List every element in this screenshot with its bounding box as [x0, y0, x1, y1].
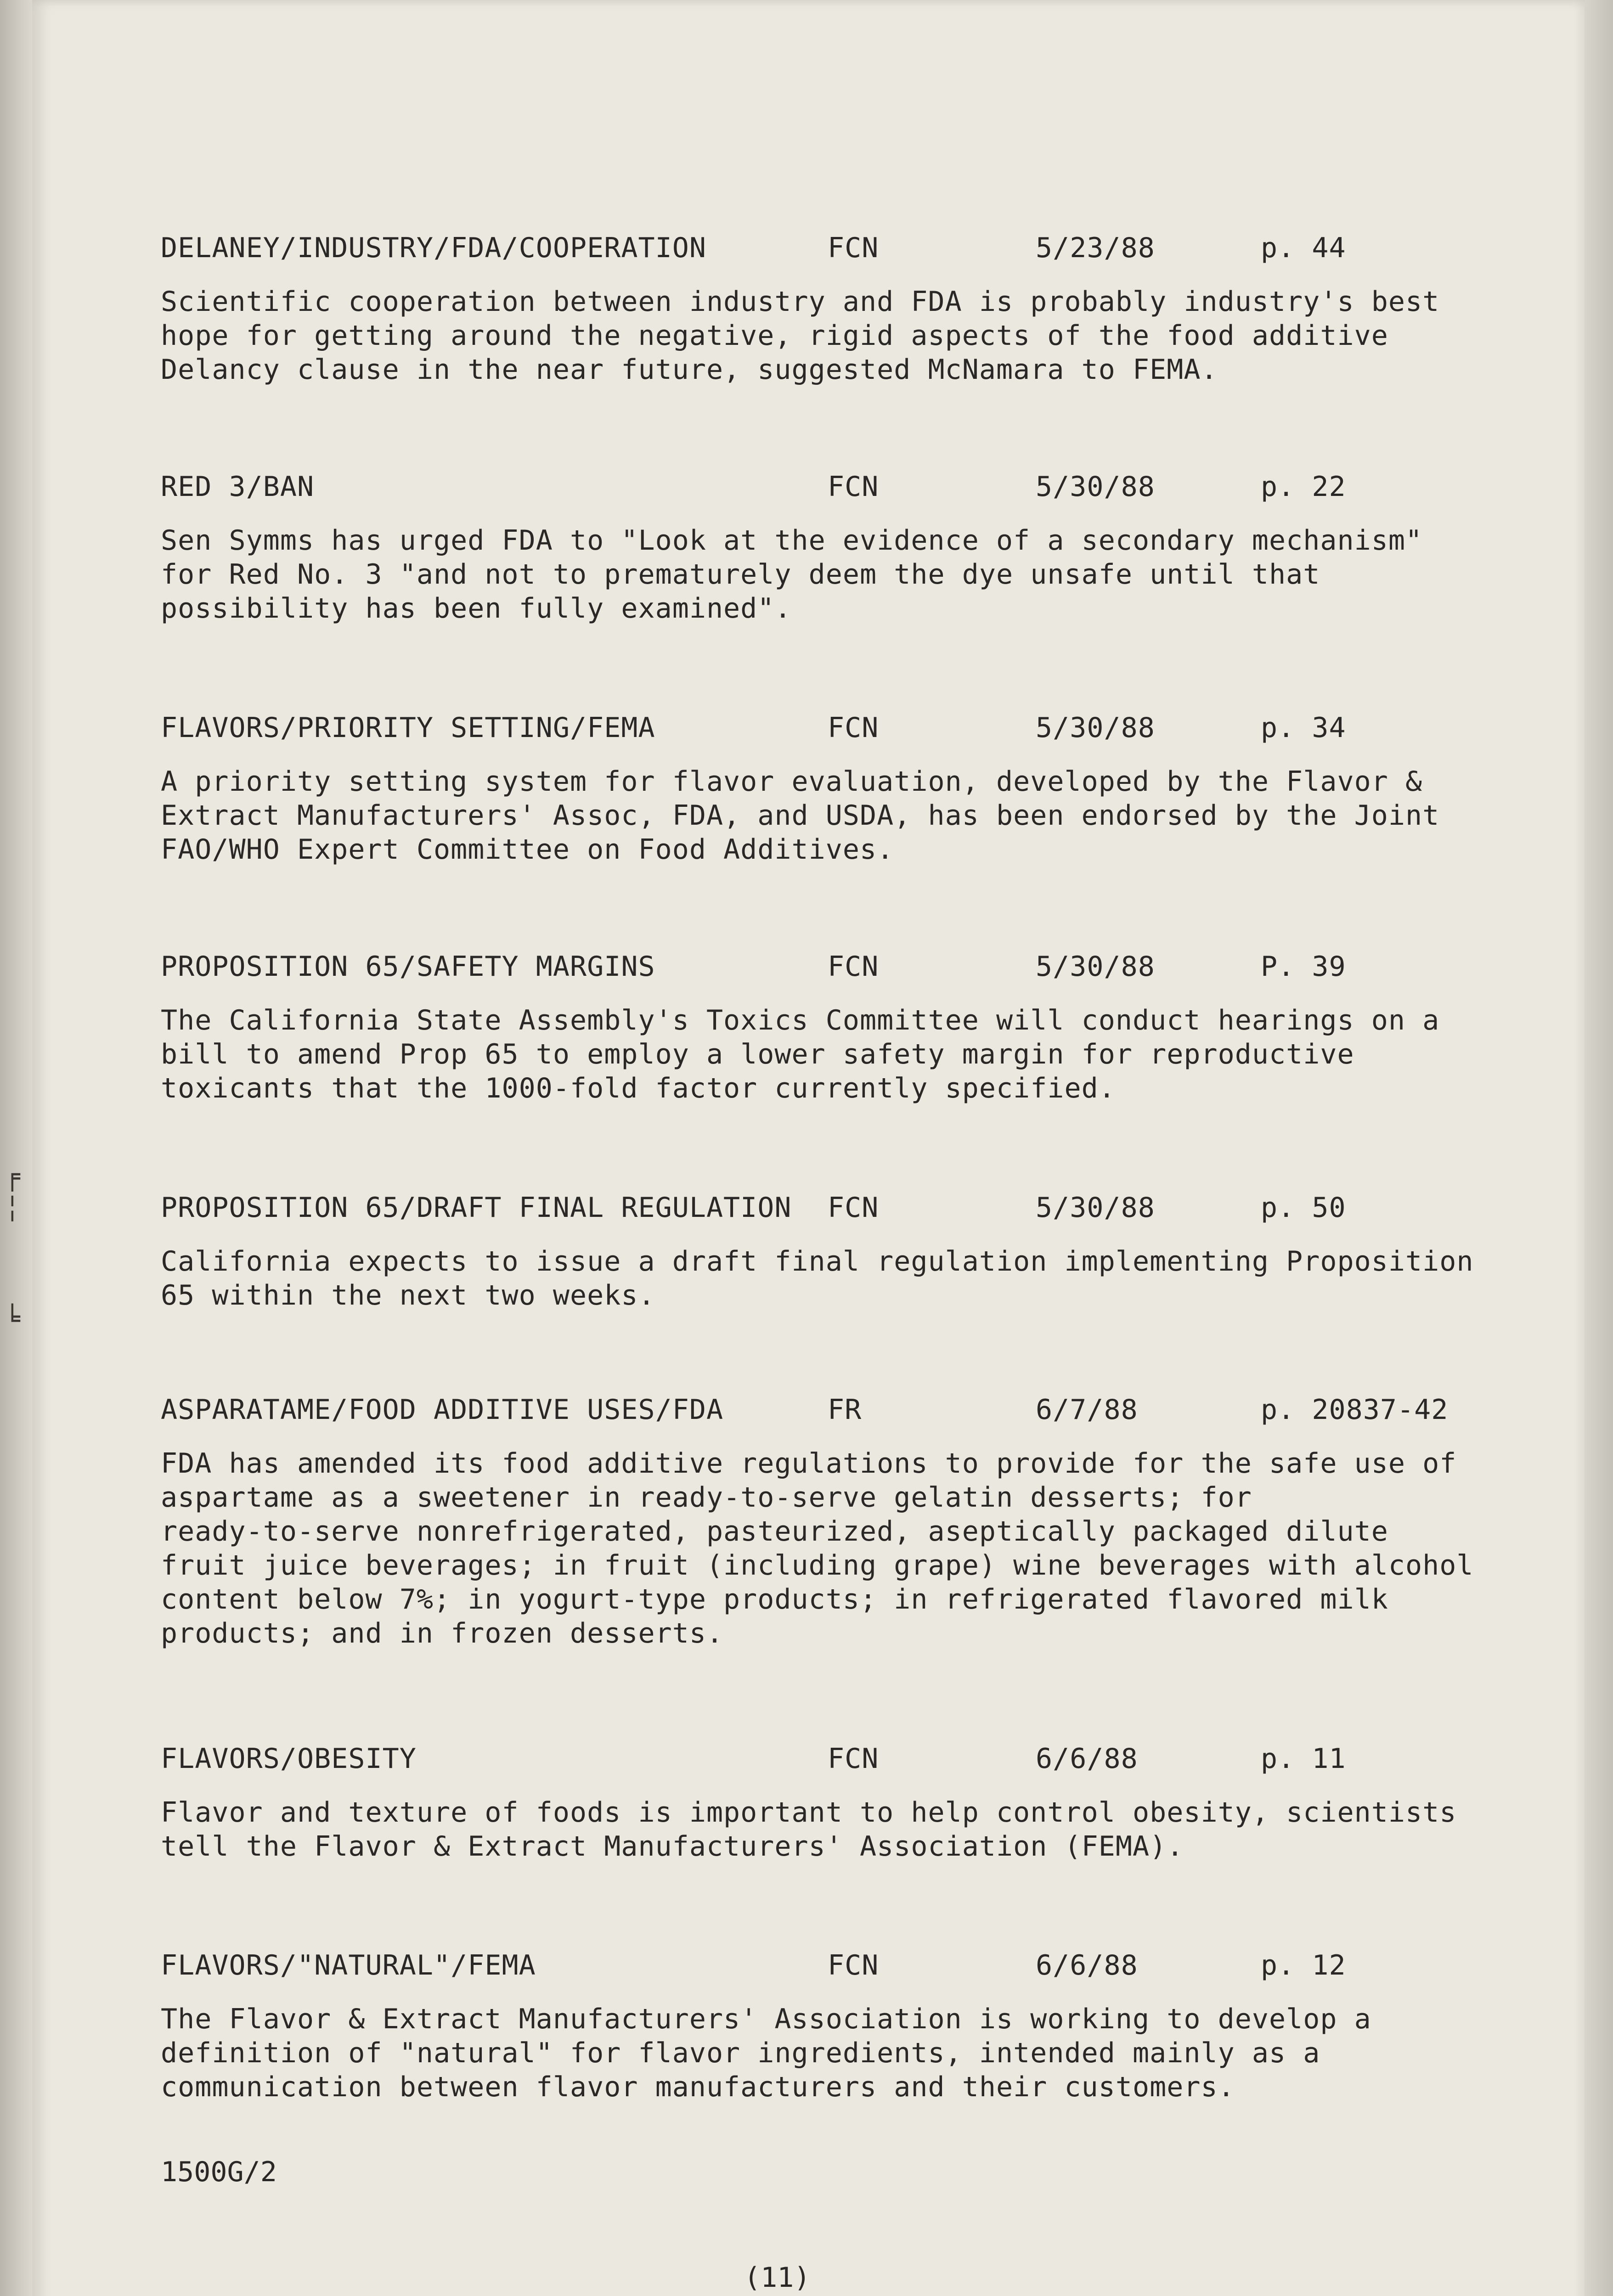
entry-header: [161, 709, 1493, 746]
entry-subject: PROPOSITION 65/DRAFT FINAL REGULATION: [161, 1192, 792, 1224]
entry-text: A priority setting system for flavor evaluation, developed by the Flavor & Extract Manufacturers' Assoc, FDA, and USDA, has been endorsed by the Joint FAO/WHO Expert Committee on Food Additives.: [161, 765, 1440, 866]
entry-source: FCN: [828, 1743, 879, 1775]
entry-subject: RED 3/BAN: [161, 471, 315, 503]
entry-page: p. 44: [1261, 232, 1346, 264]
entry-page: p. 22: [1261, 471, 1346, 503]
entry-date: 5/30/88: [1036, 1192, 1155, 1224]
entry-date: 5/30/88: [1036, 712, 1155, 744]
entry-header: [161, 1391, 1493, 1428]
entry-flavors-priority: [161, 709, 1493, 867]
entry-header: [161, 1740, 1493, 1777]
entry-source: FCN: [828, 951, 879, 983]
entry-header: [161, 948, 1493, 985]
page-number: (11): [744, 2262, 811, 2294]
entry-subject: DELANEY/INDUSTRY/FDA/COOPERATION: [161, 232, 706, 264]
entry-aspartame: [161, 1391, 1493, 1650]
entry-source: FCN: [828, 1949, 879, 1981]
entry-source: FCN: [828, 712, 879, 744]
entry-subject: FLAVORS/OBESITY: [161, 1743, 417, 1775]
entry-header: [161, 1947, 1493, 1984]
page-edge: [1585, 0, 1613, 2296]
binding-staple-mark: ╎: [5, 1194, 20, 1224]
entry-prop65-draft: [161, 1189, 1493, 1312]
entry-red3: [161, 468, 1493, 625]
entry-header: [161, 230, 1493, 266]
entry-page: p. 20837-42: [1261, 1394, 1449, 1426]
entry-prop65-margins: [161, 948, 1493, 1105]
binding-staple-mark: ╘: [5, 1304, 20, 1334]
entry-page: p. 34: [1261, 712, 1346, 744]
binding-staple-mark: ╒: [5, 1162, 20, 1192]
entry-source: FCN: [828, 1192, 879, 1224]
entry-flavors-natural: [161, 1947, 1493, 2104]
entry-text: Flavor and texture of foods is important to help control obesity, scientists tell the Flavor & Extract Manufacturers' Association (FEMA).: [161, 1796, 1457, 1863]
entry-text: Scientific cooperation between industry and FDA is probably industry's best hope for getting around the negative, rigid aspects of the food additive Delancy clause in the near future, suggested McNamara to FEMA.: [161, 286, 1440, 386]
entry-source: FCN: [828, 232, 879, 264]
entry-date: 5/23/88: [1036, 232, 1155, 264]
entry-subject: FLAVORS/"NATURAL"/FEMA: [161, 1949, 536, 1981]
entry-date: 6/7/88: [1036, 1394, 1138, 1426]
entry-date: 5/30/88: [1036, 471, 1155, 503]
entry-date: 6/6/88: [1036, 1743, 1138, 1775]
entry-source: FR: [828, 1394, 862, 1426]
entry-subject: ASPARATAME/FOOD ADDITIVE USES/FDA: [161, 1394, 724, 1426]
entry-date: 5/30/88: [1036, 951, 1155, 983]
entry-subject: FLAVORS/PRIORITY SETTING/FEMA: [161, 712, 655, 744]
document-code: 1500G/2: [161, 2156, 277, 2188]
entry-text: FDA has amended its food additive regulations to provide for the safe use of aspartame as a sweetener in ready-to-serve gelatin desserts; for ready-to-serve nonrefrigerated, pasteurized, aseptically packaged dilute fruit juice beverages; in fruit (including grape) wine beverages with alcohol content below 7%; in yogurt-type products; in refrigerated flavored milk products; and in frozen desserts.: [161, 1447, 1474, 1649]
entry-page: p. 11: [1261, 1743, 1346, 1775]
entry-page: p. 50: [1261, 1192, 1346, 1224]
entry-text: The Flavor & Extract Manufacturers' Association is working to develop a definition of "natural" for flavor ingredients, intended mainly as a communication between flavor manufacturers and their customers.: [161, 2003, 1371, 2103]
entry-text: The California State Assembly's Toxics Committee will conduct hearings on a bill to amend Prop 65 to employ a lower safety margin for reproductive toxicants that the 1000-fold factor currently specified.: [161, 1004, 1440, 1104]
entry-delaney: [161, 230, 1493, 387]
binding-spine: [0, 0, 32, 2296]
entry-header: [161, 468, 1493, 505]
entry-header: [161, 1189, 1493, 1226]
entry-text: California expects to issue a draft final regulation implementing Proposition 65 within the next two weeks.: [161, 1245, 1474, 1311]
entry-date: 6/6/88: [1036, 1949, 1138, 1981]
entry-page: p. 12: [1261, 1949, 1346, 1981]
entry-subject: PROPOSITION 65/SAFETY MARGINS: [161, 951, 655, 983]
entry-page: P. 39: [1261, 951, 1346, 983]
entry-flavors-obesity: [161, 1740, 1493, 1863]
entry-source: FCN: [828, 471, 879, 503]
entry-text: Sen Symms has urged FDA to "Look at the evidence of a secondary mechanism" for Red No. 3 "and not to prematurely deem the dye unsafe until that possibility has been fully examined".: [161, 524, 1423, 625]
